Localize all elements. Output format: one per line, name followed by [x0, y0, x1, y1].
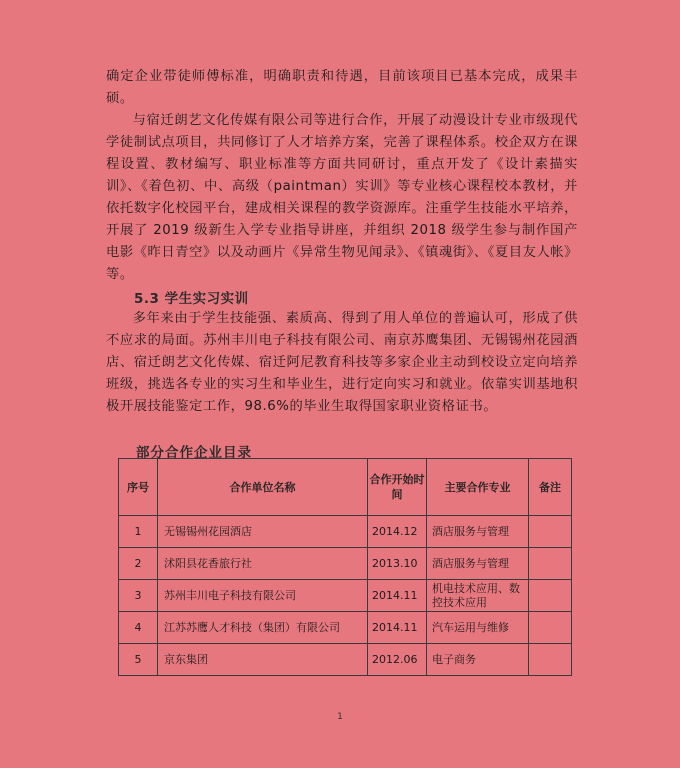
- paragraph-internship: 多年来由于学生技能强、素质高、得到了用人单位的普遍认可，形成了供不应求的局面。苏州丰川电子科技有限公司、南京苏鹰集团、无锡锡州花园酒店、宿迁朗艺文化传媒、宿迁阿尼教育科技等多家企业主动到校设立定向培养班级，挑选各专业的实习生和毕业生，进行定向实习和就业。依靠实训基地积极开展技能鉴定工作，98.6%的毕业生取得国家职业资格证书。: [106, 311, 578, 414]
- cell-major: 酒店服务与管理: [427, 516, 529, 548]
- cell-date: 2012.06: [368, 644, 427, 676]
- cell-major: 汽车运用与维修: [427, 612, 529, 644]
- header-major: 主要合作专业: [427, 459, 529, 516]
- cell-major: 电子商务: [427, 644, 529, 676]
- cell-note: [529, 644, 572, 676]
- cell-major: 机电技术应用、数控技术应用: [427, 580, 529, 612]
- cell-date: 2013.10: [368, 548, 427, 580]
- cell-note: [529, 580, 572, 612]
- table-row: [119, 516, 572, 548]
- cell-no: 2: [119, 548, 158, 580]
- section-heading: 5.3 学生实习实训: [134, 291, 249, 307]
- cell-name: 无锡锡州花园酒店: [158, 516, 368, 548]
- cell-note: [529, 612, 572, 644]
- cell-major: 酒店服务与管理: [427, 548, 529, 580]
- header-date: 合作开始时间: [368, 459, 427, 516]
- cell-date: 2014.11: [368, 580, 427, 612]
- header-name: 合作单位名称: [158, 459, 368, 516]
- cell-no: 1: [119, 516, 158, 548]
- cell-no: 3: [119, 580, 158, 612]
- header-note: 备注: [529, 459, 572, 516]
- cell-date: 2014.11: [368, 612, 427, 644]
- table-caption: 部分合作企业目录: [136, 445, 252, 461]
- table-row: [119, 548, 572, 580]
- cell-date: 2014.12: [368, 516, 427, 548]
- cell-no: 4: [119, 612, 158, 644]
- page-number: 1: [337, 712, 343, 722]
- cell-name: 沭阳县花香旅行社: [158, 548, 368, 580]
- paragraph-intro: 确定企业带徒师傅标准，明确职责和待遇，目前该项目已基本完成，成果丰硕。: [106, 69, 578, 106]
- cell-name: 京东集团: [158, 644, 368, 676]
- cell-name: 苏州丰川电子科技有限公司: [158, 580, 368, 612]
- cell-note: [529, 548, 572, 580]
- table-row: [119, 612, 572, 644]
- cell-note: [529, 516, 572, 548]
- partner-companies-table: [118, 458, 572, 676]
- table-row: [119, 644, 572, 676]
- cell-name: 江苏苏鹰人才科技（集团）有限公司: [158, 612, 368, 644]
- table-row: [119, 580, 572, 612]
- cell-no: 5: [119, 644, 158, 676]
- paragraph-cooperation: 与宿迁朗艺文化传媒有限公司等进行合作，开展了动漫设计专业市级现代学徒制试点项目，共同修订了人才培养方案，完善了课程体系。校企双方在课程设置、教材编写、职业标准等方面共同研讨，重点开发了《设计素描实训》、《着色初、中、高级（paintman）实训》等专业核心课程校本教材，并依托数字化校园平台，建成相关课程的教学资源库。注重学生技能水平培养，开展了 2019 级新生入学专业指导讲座，并组织 2018 级学生参与制作国产电影《昨日青空》以及动画片《异常生物见闻录》、《镇魂街》、《夏目友人帐》等。: [106, 113, 578, 282]
- header-no: 序号: [119, 459, 158, 516]
- table-header-row: [119, 459, 572, 516]
